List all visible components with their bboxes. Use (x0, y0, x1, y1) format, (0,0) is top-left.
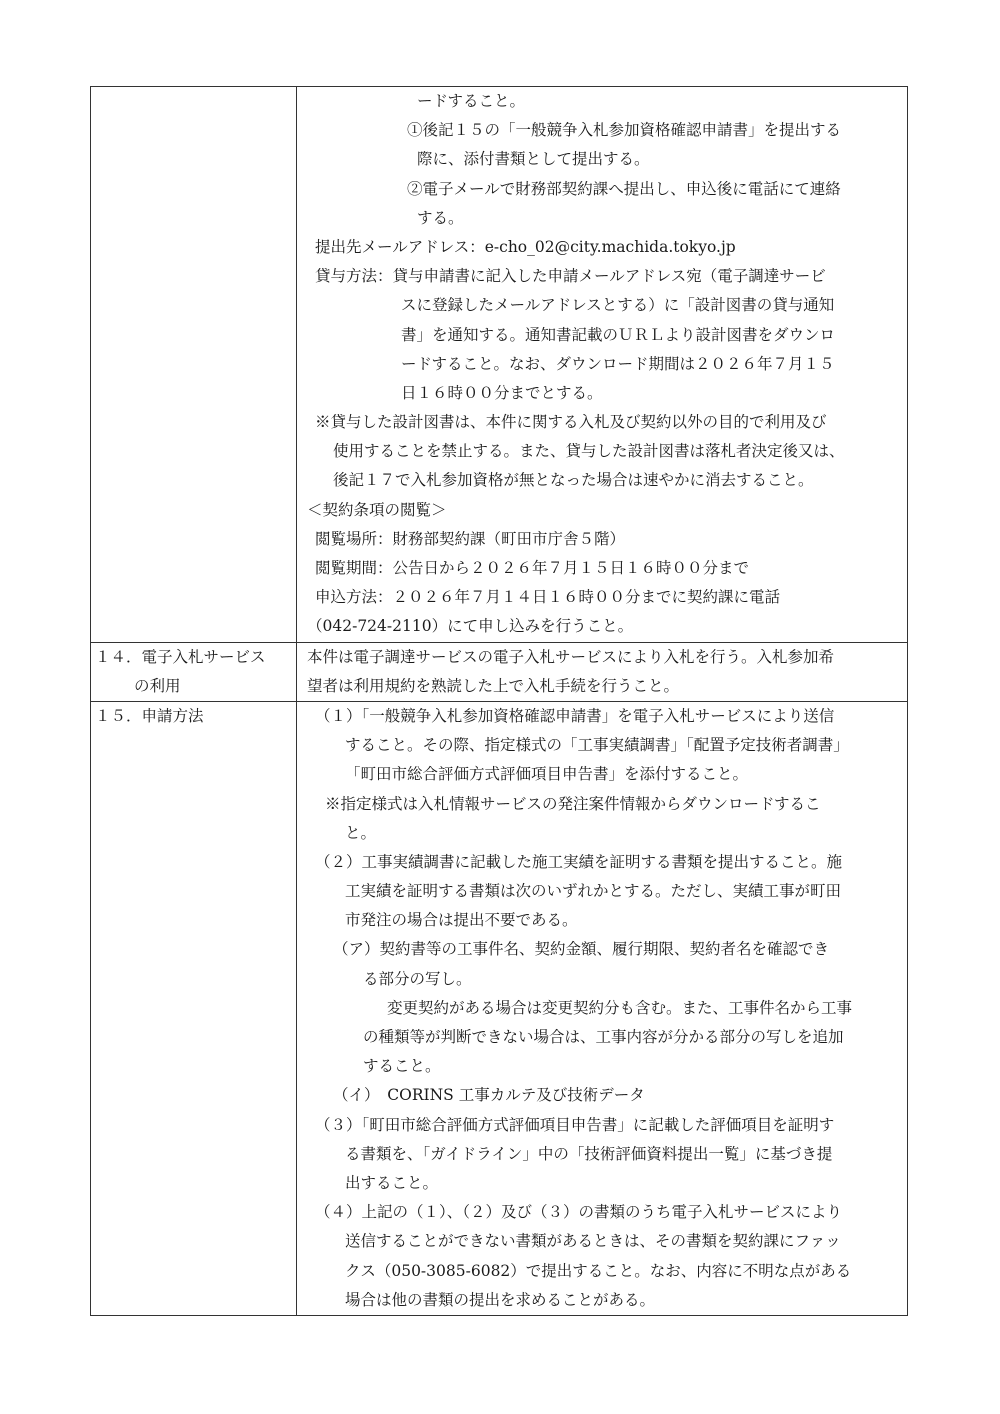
body-line: ードすること。なお、ダウンロード期間は２０２６年７月１５ (401, 354, 835, 373)
section-heading: ＜契約条項の閲覧＞ (307, 500, 447, 519)
note-line: 使用することを禁止する。また、貸与した設計図書は落札者決定後又は、 (333, 442, 845, 461)
body-line: の種類等が判断できない場合は、工事内容が分かる部分の写しを追加 (363, 1028, 844, 1046)
table-row (91, 701, 908, 1315)
row-label: １４．電子入札サービス (95, 647, 266, 666)
body-line: 日１６時００分までとする。 (401, 383, 603, 402)
row-label: １５．申請方法 (95, 706, 204, 725)
table-row (91, 87, 908, 643)
row-label-cell (91, 87, 297, 643)
body-line: 書」を通知する。通知書記載のＵＲＬより設計図書をダウンロ (401, 325, 836, 344)
body-line: （042-724-2110）にて申し込みを行うこと。 (307, 617, 634, 636)
body-line: すること。その際、指定様式の「工事実績調書」「配置予定技術者調書」 (345, 736, 849, 755)
body-line: 送信することができない書類があるときは、その書類を契約課にファッ (345, 1232, 841, 1251)
body-line: すること。 (363, 1057, 441, 1076)
document-table (90, 86, 908, 1316)
body-line: 貸与方法：貸与申請書に記入した申請メールアドレス宛（電子調達サービ (315, 267, 826, 286)
body-line: 場合は他の書類の提出を求めることがある。 (345, 1290, 656, 1309)
row-body-cell (297, 642, 908, 701)
body-line: 申込方法：２０２６年７月１４日１６時００分までに契約課に電話 (315, 588, 781, 607)
body-line: 閲覧期間：公告日から２０２６年７月１５日１６時００分まで (315, 559, 750, 577)
body-line: ードすること。 (417, 92, 526, 110)
note-line: ※貸与した設計図書は、本件に関する入札及び契約以外の目的で利用及び (315, 413, 827, 432)
body-line: 際に、添付書類として提出する。 (417, 150, 650, 169)
body-line: 本件は電子調達サービスの電子入札サービスにより入札を行う。入札参加希 (307, 647, 835, 666)
note-line: ※指定様式は入札情報サービスの発注案件情報からダウンロードするこ (325, 794, 821, 813)
body-line: 出すること。 (345, 1173, 439, 1192)
body-line: る部分の写し。 (363, 969, 472, 988)
body-line: 市発注の場合は提出不要である。 (345, 911, 578, 930)
body-line: （ア）契約書等の工事件名、契約金額、履行期限、契約者名を確認でき (333, 940, 830, 959)
body-line: （４）上記の（１）、（２）及び（３）の書類のうち電子入札サービスにより (315, 1203, 843, 1222)
row-body-cell (297, 701, 908, 1315)
row-label-cell (91, 642, 297, 701)
body-line: クス（050-3085-6082）で提出すること。なお、内容に不明な点がある (345, 1261, 852, 1280)
body-line: ②電子メールで財務部契約課へ提出し、申込後に電話にて連絡 (407, 179, 841, 198)
body-line: ①後記１５の「一般競争入札参加資格確認申請書」を提出する (407, 121, 842, 140)
body-line: （１）「一般競争入札参加資格確認申請書」を電子入札サービスにより送信 (315, 706, 835, 725)
row-body-cell (297, 87, 908, 643)
body-line: （イ） CORINS 工事カルテ及び技術データ (333, 1086, 645, 1105)
email-address-line: 提出先メールアドレス：e-cho_02@city.machida.tokyo.jp (315, 237, 736, 256)
body-line: 工実績を証明する書類は次のいずれかとする。ただし、実績工事が町田 (345, 882, 842, 901)
body-line: する。 (417, 208, 464, 227)
body-line: （２）工事実績調書に記載した施工実績を証明する書類を提出すること。施 (315, 852, 843, 871)
note-line: 後記１７で入札参加資格が無となった場合は速やかに消去すること。 (333, 471, 814, 490)
body-line: 「町田市総合評価方式評価項目申告書」を添付すること。 (345, 765, 749, 784)
note-line: と。 (345, 823, 377, 842)
body-line: （３）「町田市総合評価方式評価項目申告書」に記載した評価項目を証明す (315, 1115, 835, 1134)
row-label: の利用 (134, 676, 181, 695)
body-line: スに登録したメールアドレスとする）に「設計図書の貸与通知 (401, 296, 835, 315)
body-line: る書類を、「ガイドライン」中の「技術評価資料提出一覧」に基づき提 (345, 1144, 833, 1163)
body-line: 望者は利用規約を熟読した上で入札手続を行うこと。 (307, 676, 680, 695)
table-row (91, 642, 908, 701)
body-line: 閲覧場所：財務部契約課（町田市庁舎５階） (315, 529, 626, 548)
row-label-cell (91, 701, 297, 1315)
body-line: 変更契約がある場合は変更契約分も含む。また、工事件名から工事 (387, 998, 853, 1017)
